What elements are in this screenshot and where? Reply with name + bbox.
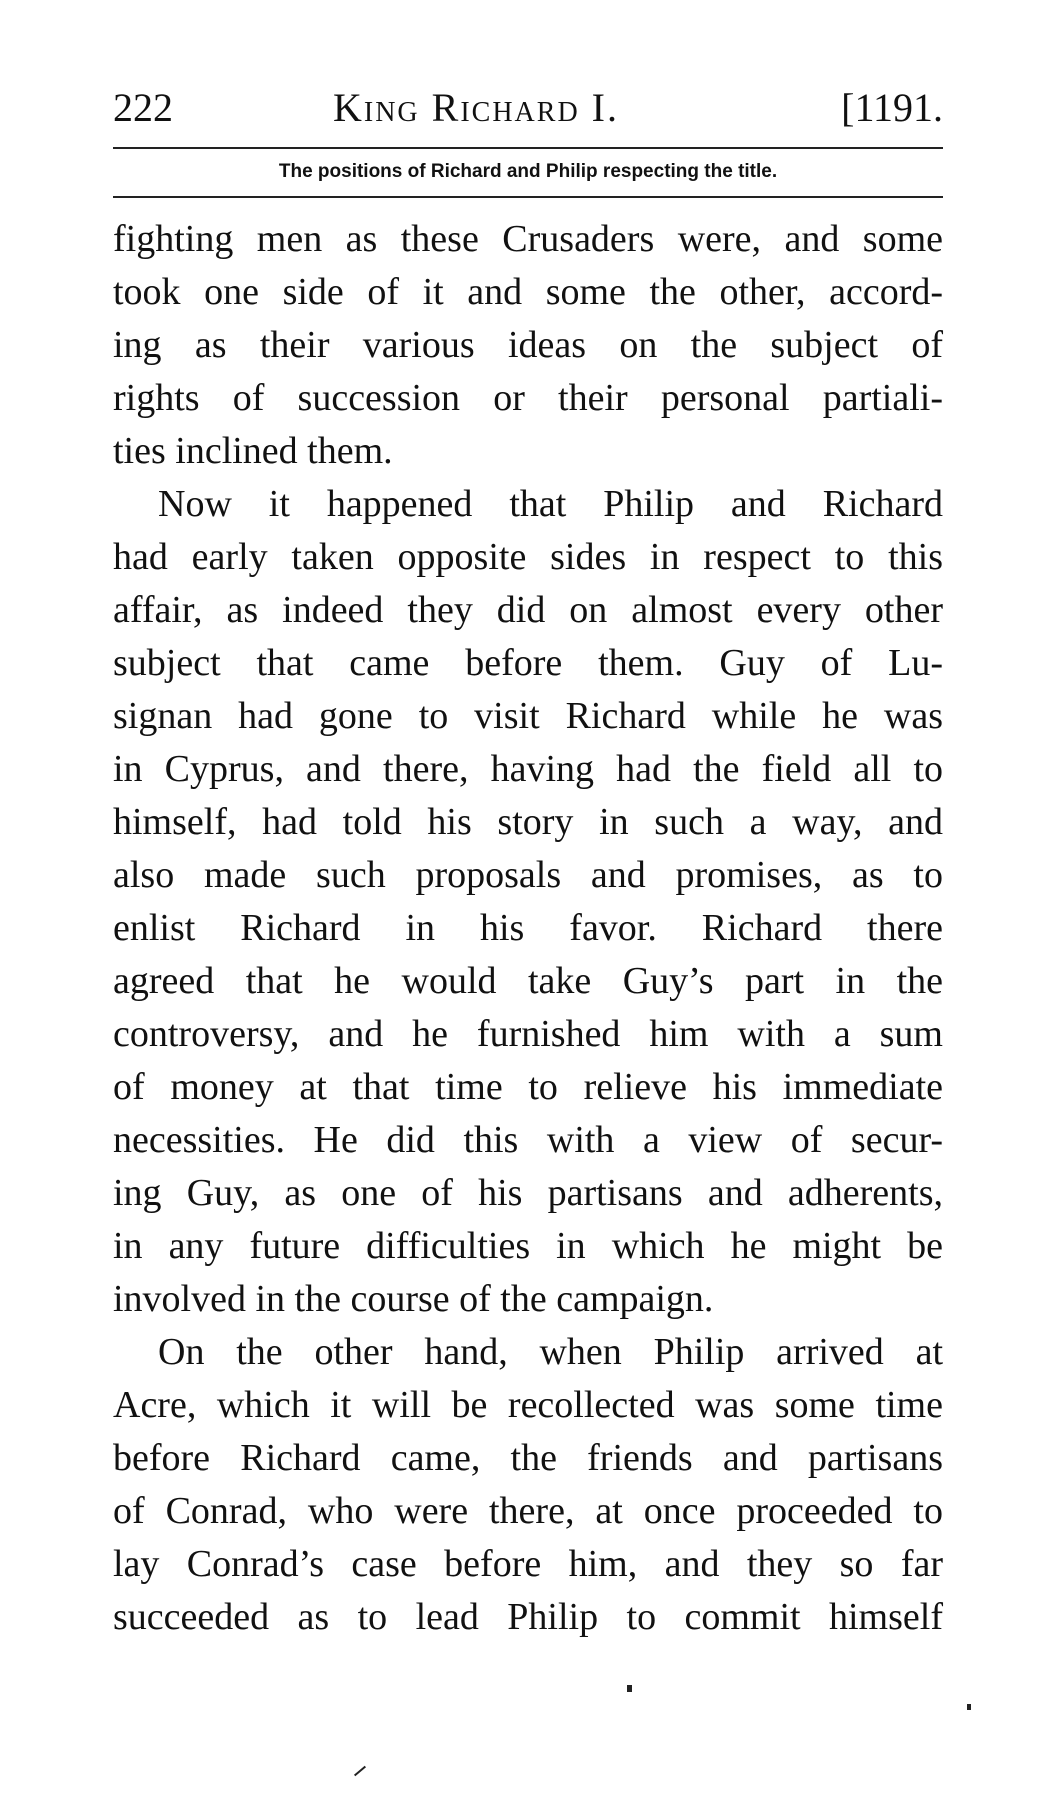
text-line: On the other hand, when Philip arrived at: [158, 1331, 943, 1373]
text-line: lay Conrad’s case before him, and they so far: [113, 1543, 943, 1585]
text-line: of Conrad, who were there, at once proceeded to: [113, 1490, 943, 1532]
text-line: agreed that he would take Guy’s part in the: [113, 960, 943, 1002]
text-line: had early taken opposite sides in respect to this: [113, 536, 943, 578]
text-line: ties inclined them.: [113, 430, 393, 472]
text-line: enlist Richard in his favor. Richard there: [113, 907, 943, 949]
running-head: [113, 78, 943, 138]
text-line: Acre, which it will be recollected was some time: [113, 1384, 943, 1426]
text-line: ing Guy, as one of his partisans and adherents,: [113, 1172, 943, 1214]
ink-speck: [354, 1766, 366, 1777]
text-line: of money at that time to relieve his immediate: [113, 1066, 943, 1108]
running-title: King Richard I.: [333, 85, 619, 130]
text-line: Now it happened that Philip and Richard: [158, 483, 943, 525]
text-line: took one side of it and some the other, accord-: [113, 271, 943, 313]
text-line: necessities. He did this with a view of secur-: [113, 1119, 943, 1161]
text-line: fighting men as these Crusaders were, and some: [113, 218, 943, 260]
text-line: involved in the course of the campaign.: [113, 1278, 714, 1320]
header-rule-top: [113, 147, 943, 149]
text-line: in Cyprus, and there, having had the field all to: [113, 748, 943, 790]
text-line: himself, had told his story in such a way, and: [113, 801, 943, 843]
section-subhead: The positions of Richard and Philip respecting the title.: [278, 161, 778, 182]
ink-speck: [967, 1704, 971, 1710]
text-line: ing as their various ideas on the subject of: [113, 324, 943, 366]
text-line: also made such proposals and promises, as to: [113, 854, 943, 896]
text-line: affair, as indeed they did on almost every other: [113, 589, 943, 631]
header-rule-bottom: [113, 196, 943, 198]
ink-speck: [627, 1685, 632, 1692]
text-line: in any future difficulties in which he might be: [113, 1225, 943, 1267]
body-text: [113, 213, 943, 1644]
text-line: subject that came before them. Guy of Lu-: [113, 642, 943, 684]
text-line: signan had gone to visit Richard while he was: [113, 695, 943, 737]
text-line: succeeded as to lead Philip to commit himself: [113, 1596, 943, 1638]
text-line: controversy, and he furnished him with a sum: [113, 1013, 943, 1055]
running-year: [1191.: [841, 85, 943, 130]
text-line: before Richard came, the friends and partisans: [113, 1437, 943, 1479]
page-number: 222: [113, 85, 173, 130]
text-line: rights of succession or their personal partiali-: [113, 377, 943, 419]
